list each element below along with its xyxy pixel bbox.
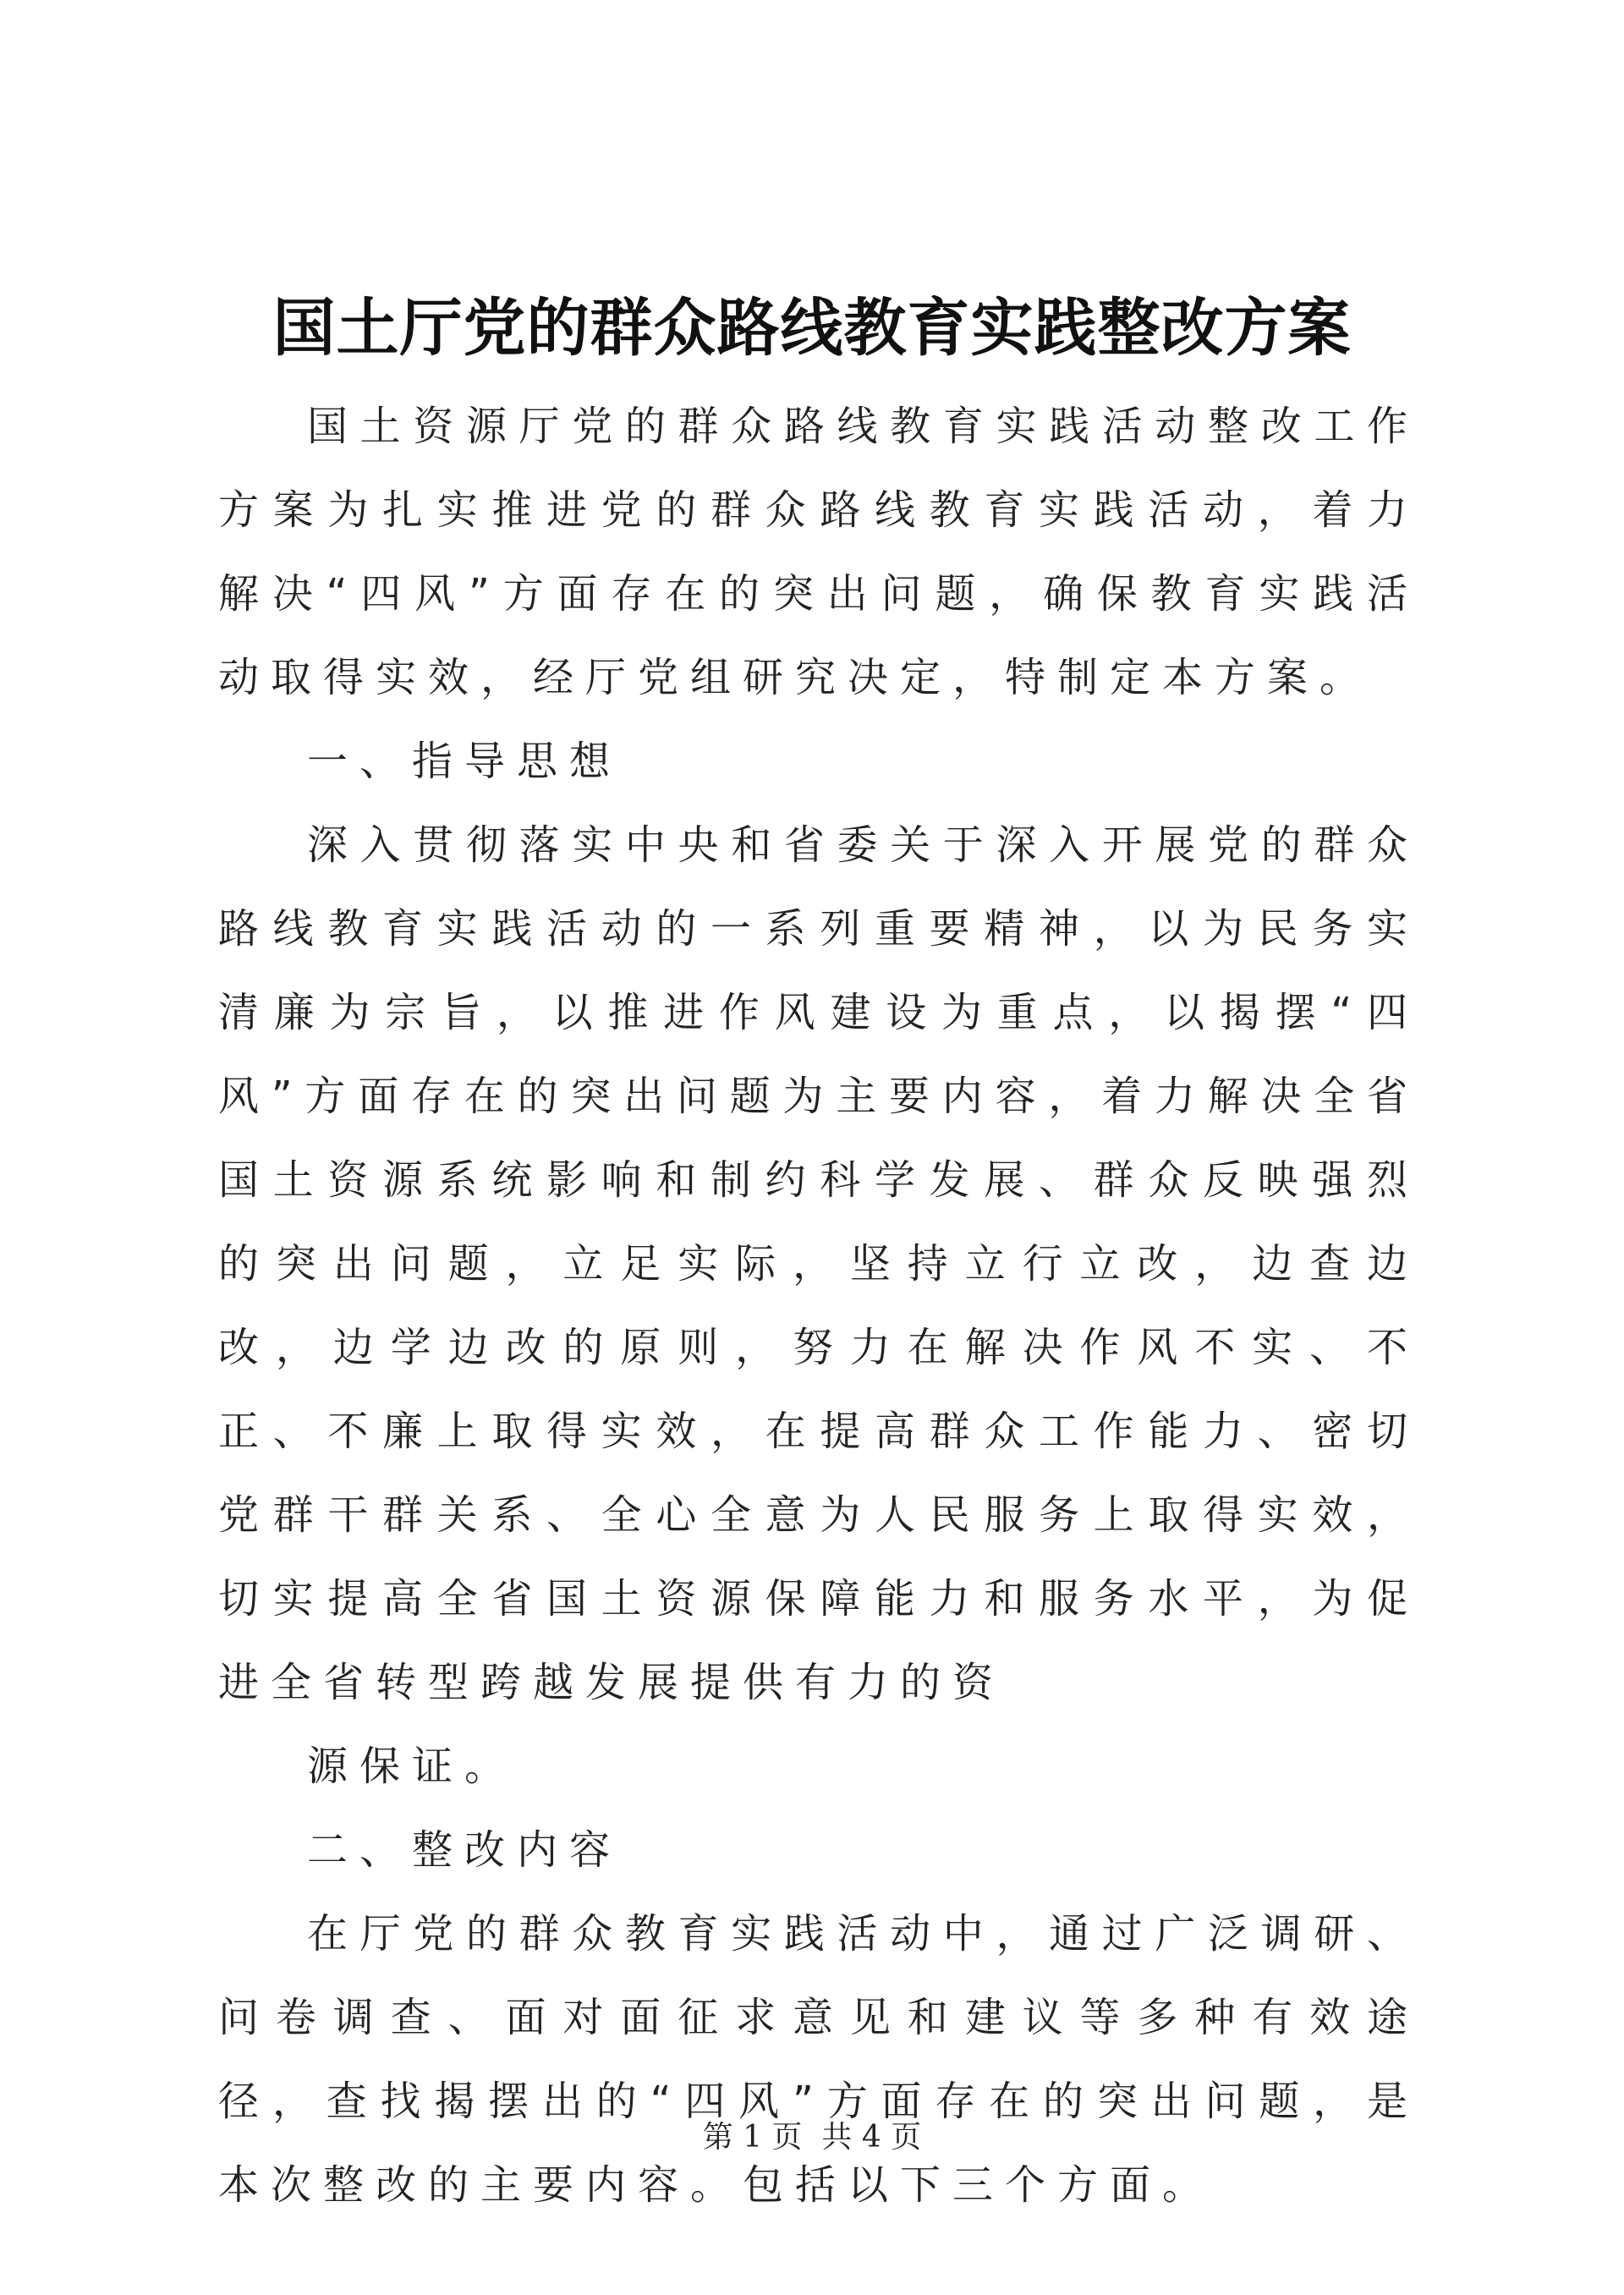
page-number-footer: 第 1 页 共 4 页 [702,2120,922,2155]
document-body [218,385,1419,2227]
section-heading-rectification-content: 二、整改内容 [307,1826,623,1874]
rectification-content-paragraph: 在厅党的群众教育实践活动中，通过广泛调研、问卷调查、面对面征求意见和建议等多种有效途径，查找揭摆出的“四风”方面存在的突出问题，是本次整改的主要内容。包括以下三个方面。 [218,1910,1419,2209]
guiding-thought-paragraph: 深入贯彻落实中央和省委关于深入开展党的群众路线教育实践活动的一系列重要精神，以为民务实清廉为宗旨，以推进作风建设为重点，以揭摆“四风”方面存在的突出问题为主要内容，着力解决全省国土资源系统影响和制约科学发展、群众反映强烈的突出问题，立足实际，坚持立行立改，边查边改，边学边改的原则，努力在解决作风不实、不正、不廉上取得实效，在提高群众工作能力、密切党群干群关系、全心全意为人民服务上取得实效，切实提高全省国土资源保障能力和服务水平，为促进全省转型跨越发展提供有力的资 [218,821,1419,1706]
document-title: 国土厅党的群众路线教育实践整改方案 [272,292,1352,365]
section-heading-guiding-thought: 一、指导思想 [307,738,623,785]
continued-paragraph: 源保证。 [307,1743,518,1790]
intro-paragraph: 国土资源厅党的群众路线教育实践活动整改工作方案为扎实推进党的群众路线教育实践活动，着力解决“四风”方面存在的突出问题，确保教育实践活动取得实效，经厅党组研究决定，特制定本方案。 [218,403,1419,701]
